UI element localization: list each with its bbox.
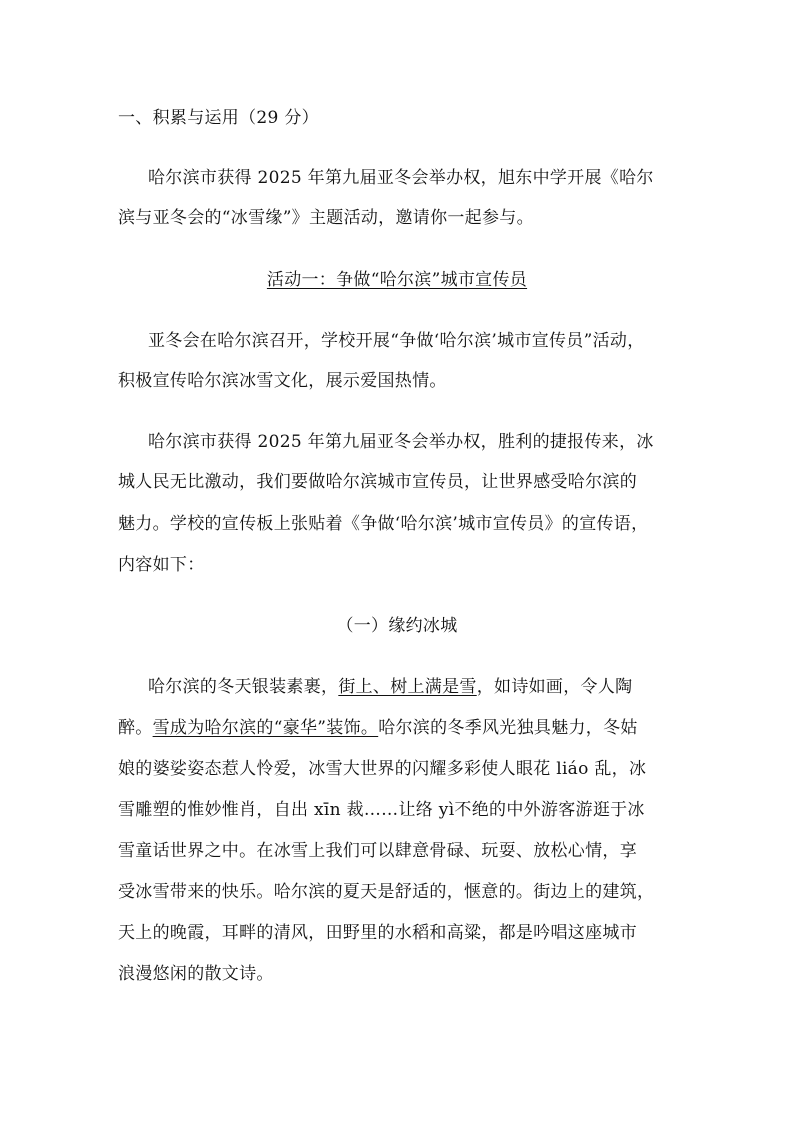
passage-line-4: 雪雕塑的惟妙惟肖，自出 xīn 裁……让络 yì不绝的中外游客游逛于冰	[118, 800, 645, 820]
passage-line-3: 娘的婆娑姿态惹人怜爱，冰雪大世界的闪耀多彩使人眼花 liáo 乱，冰	[118, 759, 647, 779]
intro-line-2: 滨与亚冬会的“冰雪缘”》主题活动，邀请你一起参与。	[118, 208, 534, 228]
passage-text: 哈尔滨的冬天银装素裹，	[148, 677, 339, 697]
underlined-phrase: 街上、树上满是雪	[338, 677, 477, 697]
passage-line-2	[118, 716, 638, 740]
passage-line-1	[148, 675, 632, 699]
para2-line-1: 哈尔滨市获得 2025 年第九届亚冬会举办权，胜利的捷报传来，冰	[148, 432, 654, 452]
para2-line-2: 城人民无比激动，我们要做哈尔滨城市宣传员，让世界感受哈尔滨的	[118, 472, 637, 492]
para2-line-4: 内容如下：	[118, 555, 205, 575]
passage-line-7: 天上的晚霞，耳畔的清风，田野里的水稻和高粱，都是吟唱这座城市	[118, 923, 637, 943]
section-title: （一）缘约冰城	[336, 616, 458, 636]
passage-line-5: 雪童话世界之中。在冰雪上我们可以肆意骨碌、玩耍、放松心情，享	[118, 841, 637, 861]
underlined-sentence: 雪成为哈尔滨的“豪华”装饰。	[152, 718, 379, 738]
passage-line-8: 浪漫悠闲的散文诗。	[118, 964, 274, 984]
passage-line-6: 受冰雪带来的快乐。哈尔滨的夏天是舒适的，惬意的。街边上的建筑，	[118, 882, 655, 902]
para1-line-2: 积极宣传哈尔滨冰雪文化，展示爱国热情。	[118, 371, 447, 391]
para1-line-1: 亚冬会在哈尔滨召开，学校开展“争做‘哈尔滨’城市宣传员”活动，	[148, 331, 645, 351]
intro-line-1: 哈尔滨市获得 2025 年第九届亚冬会举办权，旭东中学开展《哈尔	[148, 168, 654, 188]
para2-line-3: 魅力。学校的宣传板上张贴着《争做‘哈尔滨’城市宣传员》的宣传语，	[118, 514, 649, 534]
passage-text: 哈尔滨的冬季风光独具魅力，冬姑	[378, 718, 638, 738]
section-heading: 一、积累与运用（29 分）	[118, 108, 319, 128]
passage-text: ，如诗如画，令人陶	[476, 677, 633, 697]
passage-text: 醉。	[118, 718, 153, 738]
activity-title: 活动一：争做“哈尔滨”城市宣传员	[266, 270, 528, 290]
